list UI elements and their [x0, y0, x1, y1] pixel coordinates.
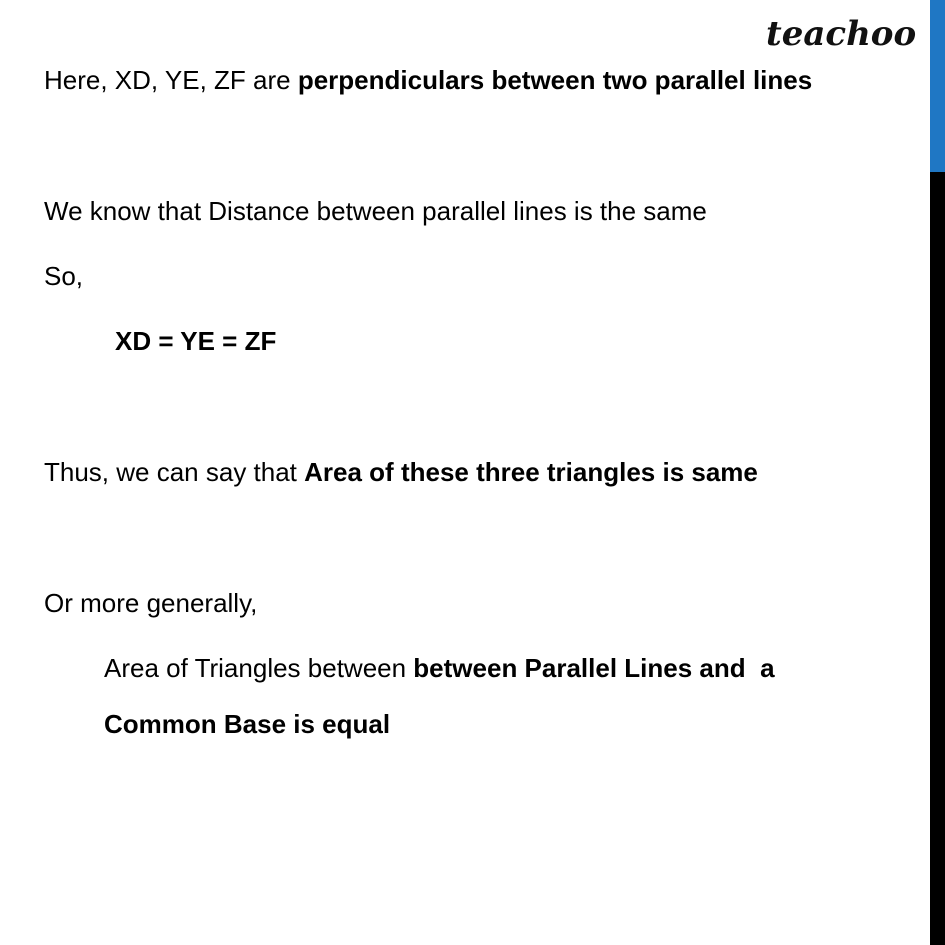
text-line-common-base-bold: Common Base is equal [104, 709, 391, 739]
text-line-common-base [104, 708, 390, 740]
right-sidebar-bar [930, 0, 945, 945]
text-line-distance: We know that Distance between parallel lines is the same [44, 196, 707, 226]
text-line-area-same [44, 456, 758, 488]
equation-text: XD = YE = ZF [115, 326, 277, 356]
text-line-perpendiculars [44, 64, 812, 96]
text-line-area-triangles [104, 652, 775, 684]
text-line-perpendiculars-prefix: Here, XD, YE, ZF are [44, 65, 298, 95]
text-line-perpendiculars-bold: perpendiculars between two parallel lines [297, 65, 813, 95]
text-line-generally: Or more generally, [44, 588, 258, 618]
text-line-area-same-bold: Area of these three triangles is same [304, 457, 758, 487]
sidebar-accent [930, 0, 945, 172]
teachoo-logo: teachoo [766, 14, 917, 54]
text-line-so: So, [44, 261, 84, 291]
equation-line [115, 325, 276, 357]
text-line-area-triangles-prefix: Area of Triangles between [104, 653, 414, 683]
text-line-area-triangles-bold: between Parallel Lines and a [413, 653, 775, 683]
text-line-area-same-prefix: Thus, we can say that [44, 457, 305, 487]
